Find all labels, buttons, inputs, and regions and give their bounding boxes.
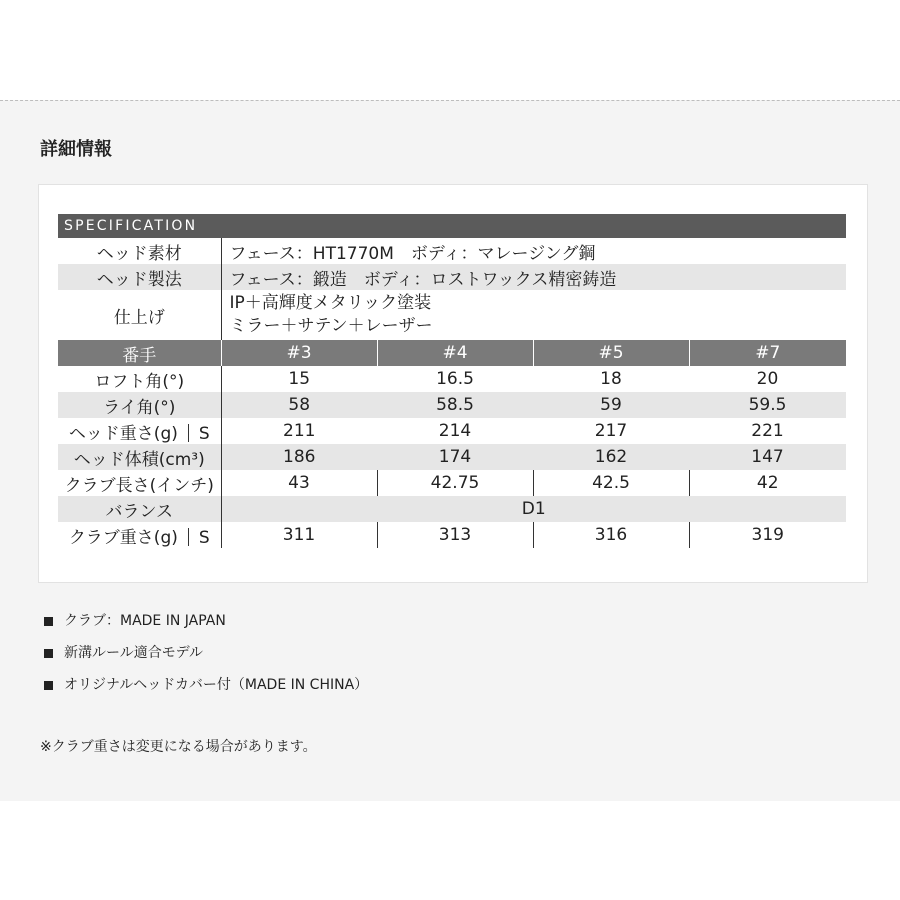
spec-cell: 319 xyxy=(751,525,784,545)
spec-row xyxy=(58,392,846,418)
info-row xyxy=(58,290,846,340)
spec-cell: 313 xyxy=(377,522,533,548)
spec-row xyxy=(58,418,846,444)
split-label xyxy=(69,419,210,444)
spec-grid xyxy=(58,238,846,548)
spec-cell: 221 xyxy=(751,421,784,441)
spec-cell: 20 xyxy=(756,369,779,389)
spec-header: SPECIFICATION xyxy=(58,214,846,238)
spec-cell: 42 xyxy=(756,473,779,493)
spec-row xyxy=(58,444,846,470)
column-header-row xyxy=(58,340,846,366)
info-row xyxy=(58,264,846,290)
spec-row xyxy=(58,522,846,548)
spec-cell: 59 xyxy=(533,392,689,418)
notes-list xyxy=(40,610,368,706)
spec-label xyxy=(58,418,221,444)
info-label: 仕上げ xyxy=(58,290,221,340)
spec-label: ライ角(°) xyxy=(58,392,221,418)
info-value: フェース：HT1770M ボディ：マレージング鋼 xyxy=(229,243,596,264)
spec-cell: 18 xyxy=(600,369,622,389)
spec-label xyxy=(58,522,221,548)
info-label: ヘッド素材 xyxy=(58,238,221,264)
split-label xyxy=(69,523,210,548)
column-header: #7 xyxy=(689,340,846,366)
spec-cell: 186 xyxy=(221,444,377,470)
spec-cell: 214 xyxy=(438,421,472,441)
spec-label: クラブ長さ(インチ) xyxy=(58,470,221,496)
column-header: #4 xyxy=(377,340,533,366)
spec-cell: 217 xyxy=(594,421,628,441)
spec-table xyxy=(58,214,846,548)
spec-cell: 43 xyxy=(221,470,377,496)
column-header-label: 番手 xyxy=(58,340,221,366)
spec-cell: 316 xyxy=(533,522,689,548)
spec-row xyxy=(58,496,846,522)
square-bullet-icon xyxy=(44,649,53,658)
split-divider xyxy=(188,528,189,546)
spec-cell: 311 xyxy=(221,522,377,548)
spec-cell: 15 xyxy=(288,369,311,389)
spec-cell: 174 xyxy=(377,444,533,470)
spec-row xyxy=(58,470,846,496)
note-text: 新溝ルール適合モデル xyxy=(64,645,204,661)
note-text: オリジナルヘッドカバー付（MADE IN CHINA） xyxy=(64,677,369,693)
square-bullet-icon xyxy=(44,617,53,626)
spec-cell: 58.5 xyxy=(377,392,533,418)
spec-row xyxy=(58,366,846,392)
spec-cell: 42.75 xyxy=(377,470,533,496)
spec-label-text: ヘッド重さ(g) xyxy=(68,423,178,444)
remark-text: ※クラブ重さは変更になる場合があります。 xyxy=(40,739,317,755)
spec-label-text: クラブ重さ(g) xyxy=(68,527,178,548)
spec-label: バランス xyxy=(58,496,221,522)
spec-cell: 42.5 xyxy=(533,470,689,496)
spec-cell: 58 xyxy=(221,392,377,418)
spec-cell: 147 xyxy=(689,444,846,470)
spec-cell: 162 xyxy=(533,444,689,470)
info-value xyxy=(221,290,846,340)
spec-cell: 59.5 xyxy=(689,392,846,418)
list-item xyxy=(40,610,368,642)
note-text: クラブ：MADE IN JAPAN xyxy=(64,613,226,629)
column-header: #3 xyxy=(221,340,377,366)
info-value: フェース：鍛造 ボディ：ロストワックス精密鋳造 xyxy=(221,264,846,290)
info-label: ヘッド製法 xyxy=(58,264,221,290)
list-item xyxy=(40,674,368,706)
flex-label: S xyxy=(198,527,210,548)
square-bullet-icon xyxy=(44,681,53,690)
spec-cell: 16.5 xyxy=(436,369,474,389)
column-header: #5 xyxy=(533,340,689,366)
flex-label: S xyxy=(198,423,210,444)
page-title: 詳細情報 xyxy=(40,139,112,160)
info-row xyxy=(58,238,846,264)
spec-label: ヘッド体積(cm³) xyxy=(58,444,221,470)
info-value-line: ミラー＋サテン＋レーザー xyxy=(229,316,433,336)
spec-cell: 211 xyxy=(283,421,316,441)
spec-label: ロフト角(°) xyxy=(58,366,221,392)
spec-cell-merged: D1 xyxy=(221,496,846,522)
info-value-line: IP＋高輝度メタリック塗装 xyxy=(229,293,432,313)
split-divider xyxy=(188,424,189,442)
list-item xyxy=(40,642,368,674)
